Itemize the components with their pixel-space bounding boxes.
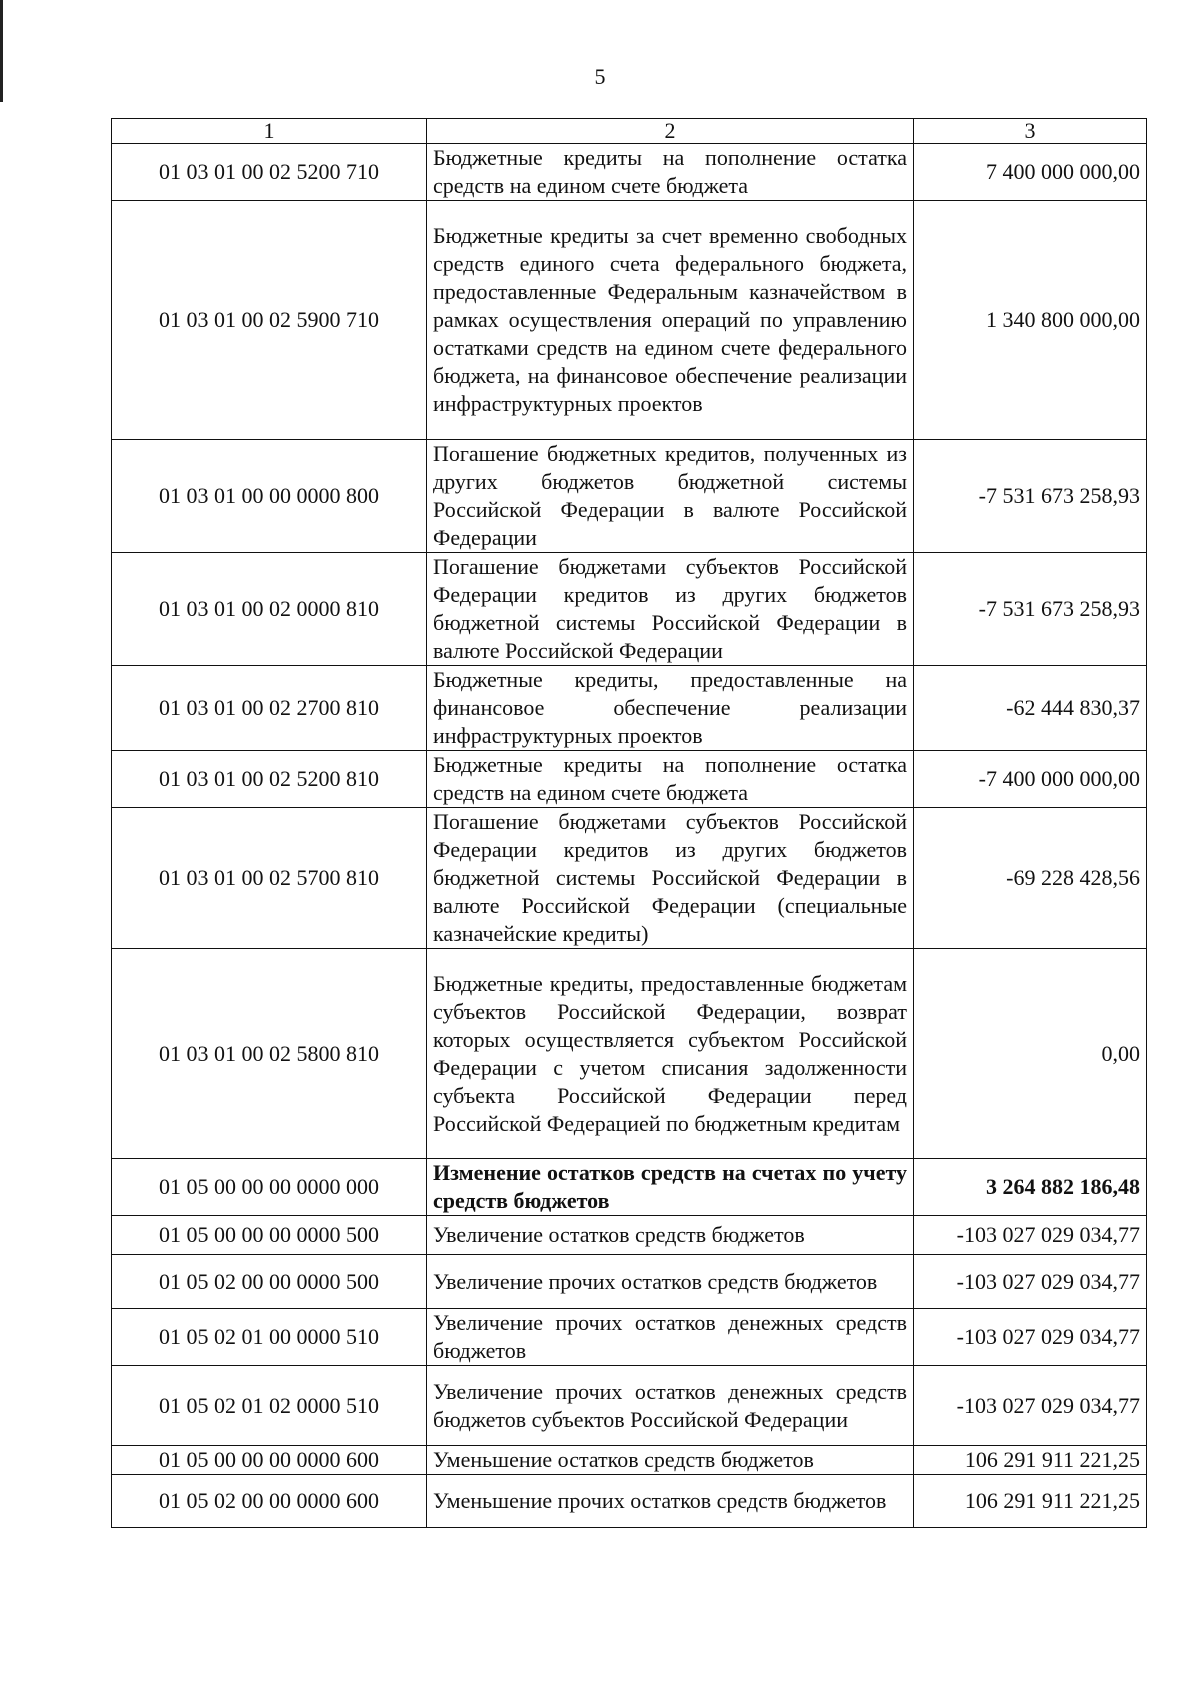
budget-code-cell: 01 03 01 00 02 5800 810 [112, 949, 427, 1159]
budget-code-cell: 01 03 01 00 02 5700 810 [112, 808, 427, 949]
amount-cell: -7 531 673 258,93 [914, 440, 1147, 553]
column-header-1: 1 [112, 119, 427, 144]
amount-cell: -103 027 029 034,77 [914, 1216, 1147, 1255]
description-cell: Бюджетные кредиты, предоставленные на финансовое обеспечение реализации инфраструктурных проектов [427, 666, 914, 751]
amount-cell: -69 228 428,56 [914, 808, 1147, 949]
budget-code-cell: 01 05 02 00 00 0000 500 [112, 1255, 427, 1309]
amount-cell: -62 444 830,37 [914, 666, 1147, 751]
description-cell: Уменьшение остатков средств бюджетов [427, 1446, 914, 1475]
amount-cell: 106 291 911 221,25 [914, 1475, 1147, 1528]
description-cell: Увеличение прочих остатков денежных средств бюджетов [427, 1309, 914, 1366]
description-cell: Погашение бюджетами субъектов Российской Федерации кредитов из других бюджетов бюджетной системы Российской Федерации в валюте Российской Федерации [427, 553, 914, 666]
description-cell: Бюджетные кредиты, предоставленные бюджетам субъектов Российской Федерации, возврат которых осуществляется субъектом Российской Федерации с учетом списания задолженности субъекта Российской Федерации перед Российской Федерацией по бюджетным кредитам [427, 949, 914, 1159]
description-cell: Уменьшение прочих остатков средств бюджетов [427, 1475, 914, 1528]
table-row [112, 1255, 1147, 1309]
budget-code-cell: 01 05 02 01 02 0000 510 [112, 1366, 427, 1446]
table-row [112, 666, 1147, 751]
amount-cell: 1 340 800 000,00 [914, 201, 1147, 440]
amount-cell: 7 400 000 000,00 [914, 144, 1147, 201]
amount-cell: 106 291 911 221,25 [914, 1446, 1147, 1475]
budget-code-cell: 01 03 01 00 02 5900 710 [112, 201, 427, 440]
column-header-3: 3 [914, 119, 1147, 144]
amount-cell: 0,00 [914, 949, 1147, 1159]
table-row [112, 1309, 1147, 1366]
table-row [112, 1159, 1147, 1216]
description-cell: Увеличение прочих остатков средств бюджетов [427, 1255, 914, 1309]
table-row [112, 1446, 1147, 1475]
budget-code-cell: 01 05 00 00 00 0000 000 [112, 1159, 427, 1216]
amount-cell: -103 027 029 034,77 [914, 1366, 1147, 1446]
description-cell: Бюджетные кредиты на пополнение остатка средств на едином счете бюджета [427, 144, 914, 201]
budget-code-cell: 01 03 01 00 02 0000 810 [112, 553, 427, 666]
budget-code-cell: 01 03 01 00 02 2700 810 [112, 666, 427, 751]
column-header-2: 2 [427, 119, 914, 144]
table-row [112, 1216, 1147, 1255]
table-header-row [112, 119, 1147, 144]
budget-code-cell: 01 05 00 00 00 0000 600 [112, 1446, 427, 1475]
description-cell: Увеличение остатков средств бюджетов [427, 1216, 914, 1255]
table-row [112, 440, 1147, 553]
budget-sources-table [111, 118, 1147, 1528]
table-row [112, 808, 1147, 949]
table-body [112, 119, 1147, 1528]
budget-code-cell: 01 03 01 00 02 5200 710 [112, 144, 427, 201]
amount-cell: -103 027 029 034,77 [914, 1255, 1147, 1309]
description-cell: Погашение бюджетных кредитов, полученных из других бюджетов бюджетной системы Российской Федерации в валюте Российской Федерации [427, 440, 914, 553]
amount-cell: -103 027 029 034,77 [914, 1309, 1147, 1366]
table-row [112, 1475, 1147, 1528]
amount-cell: 3 264 882 186,48 [914, 1159, 1147, 1216]
table-row [112, 553, 1147, 666]
table-row [112, 201, 1147, 440]
budget-code-cell: 01 03 01 00 02 5200 810 [112, 751, 427, 808]
budget-code-cell: 01 03 01 00 00 0000 800 [112, 440, 427, 553]
description-cell: Увеличение прочих остатков денежных средств бюджетов субъектов Российской Федерации [427, 1366, 914, 1446]
budget-code-cell: 01 05 02 00 00 0000 600 [112, 1475, 427, 1528]
description-cell: Бюджетные кредиты на пополнение остатка средств на едином счете бюджета [427, 751, 914, 808]
budget-code-cell: 01 05 00 00 00 0000 500 [112, 1216, 427, 1255]
table-row [112, 1366, 1147, 1446]
budget-code-cell: 01 05 02 01 00 0000 510 [112, 1309, 427, 1366]
description-cell: Бюджетные кредиты за счет временно свободных средств единого счета федерального бюджета, предоставленные Федеральным казначейством в рамках осуществления операций по управлению остатками средств на едином счете федерального бюджета, на финансовое обеспечение реализации инфраструктурных проектов [427, 201, 914, 440]
table-row [112, 144, 1147, 201]
description-cell: Изменение остатков средств на счетах по учету средств бюджетов [427, 1159, 914, 1216]
description-cell: Погашение бюджетами субъектов Российской Федерации кредитов из других бюджетов бюджетной системы Российской Федерации в валюте Российской Федерации (специальные казначейские кредиты) [427, 808, 914, 949]
amount-cell: -7 531 673 258,93 [914, 553, 1147, 666]
page-number: 5 [594, 64, 606, 89]
table-row [112, 949, 1147, 1159]
amount-cell: -7 400 000 000,00 [914, 751, 1147, 808]
table-row [112, 751, 1147, 808]
